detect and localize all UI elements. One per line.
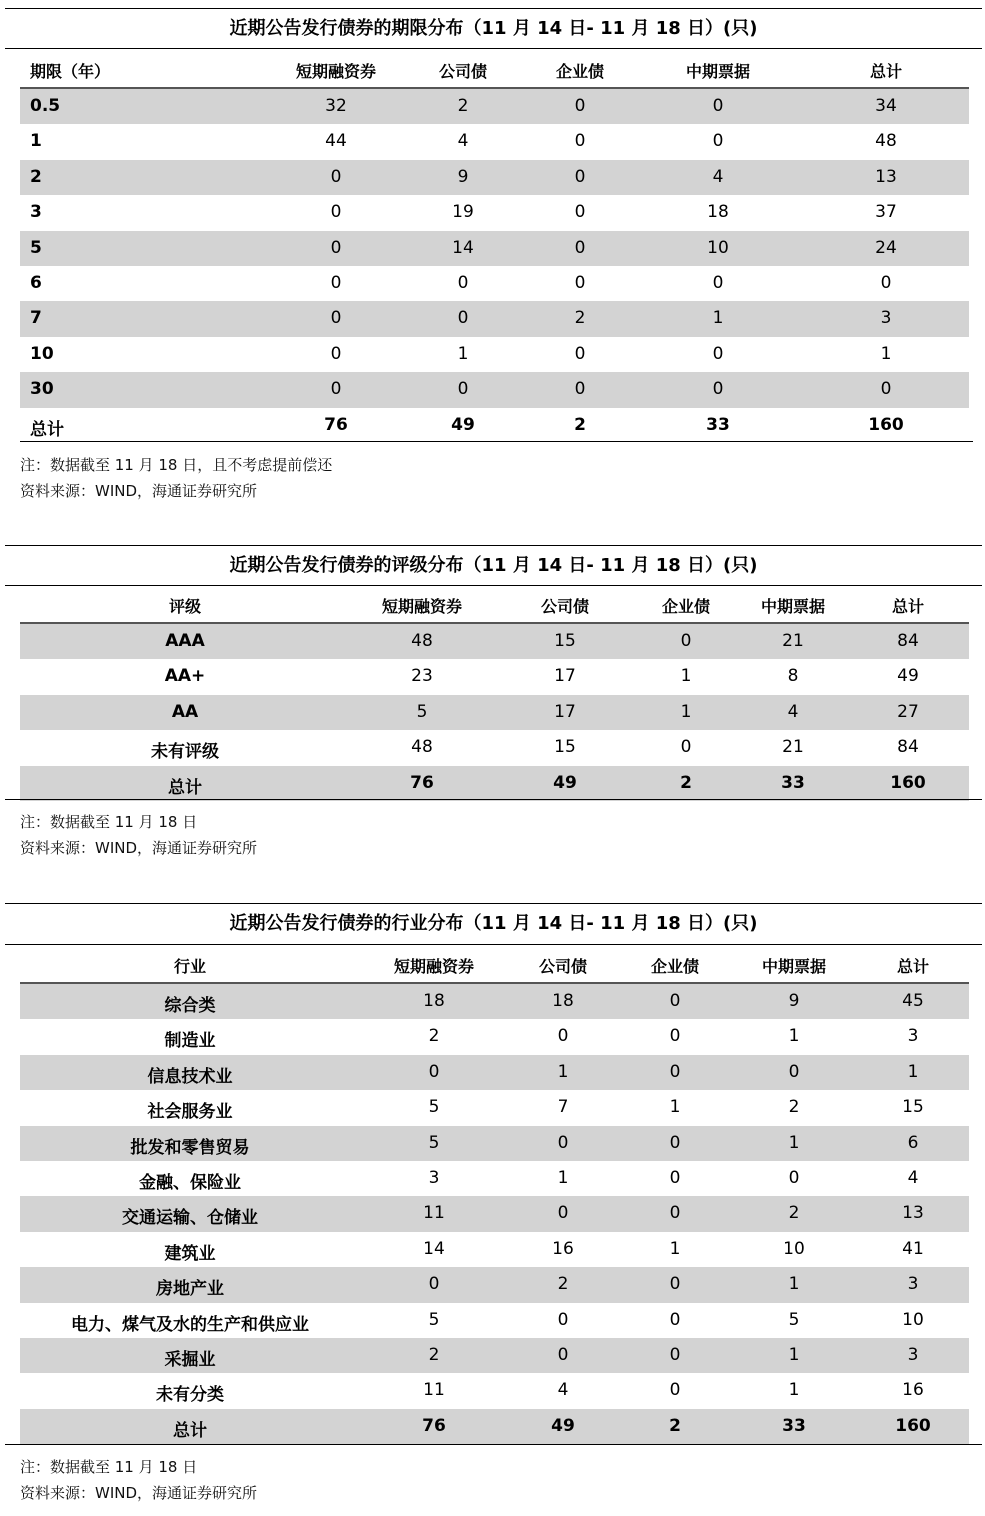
cell-value: 3 [907,1026,919,1047]
table-row [20,301,969,336]
table1-header-col3: 企业债 [555,62,605,81]
table-row [20,1019,969,1054]
cell-value: 18 [707,202,729,223]
cell-value: 0 [428,1061,440,1082]
cell-value: 49 [553,772,577,793]
table2-header-col2: 公司债 [540,597,590,616]
row-label: 总计 [168,777,202,798]
table2-title-rule [5,585,982,586]
cell-value: 1 [788,1380,800,1401]
table1-header-col1: 短期融资券 [295,62,377,81]
cell-value: 15 [902,1097,924,1118]
table2-header [20,594,969,618]
table1-header-col5: 总计 [869,62,903,81]
row-label: 2 [30,166,42,187]
cell-value: 5 [428,1132,440,1153]
table1-header-col4: 中期票据 [685,62,751,81]
cell-value: 2 [557,1274,569,1295]
table1-header-col2: 公司债 [438,62,488,81]
table3-header-col3: 企业债 [650,957,700,976]
cell-value: 48 [411,631,433,651]
cell-value: 1 [669,1097,681,1118]
cell-value: 7 [557,1097,569,1118]
cell-value: 33 [781,772,805,793]
cell-value: 1 [788,1274,800,1295]
cell-value: 1 [788,1345,800,1365]
cell-value: 4 [457,131,469,152]
row-label: 10 [30,343,54,364]
cell-value: 3 [907,1274,919,1295]
table1-note: 注：数据截至 11 月 18 日，且不考虑提前偿还 [20,456,333,474]
cell-value: 0 [712,273,724,293]
row-label: 0.5 [30,96,61,116]
cell-value: 5 [788,1309,800,1330]
cell-value: 0 [330,166,342,187]
cell-value: 11 [423,1380,445,1401]
cell-value: 2 [457,96,469,116]
cell-value: 49 [897,666,919,687]
cell-value: 0 [712,343,724,364]
cell-value: 0 [880,273,892,293]
row-label: 总计 [30,419,64,440]
cell-value: 10 [902,1309,924,1330]
row-label: AA+ [164,666,206,687]
cell-value: 21 [782,631,804,651]
cell-value: 2 [788,1097,800,1118]
cell-value: 0 [712,379,724,400]
cell-value: 0 [788,1061,800,1082]
cell-value: 2 [574,414,586,435]
table1-header-category: 期限（年） [30,62,111,81]
row-label: 总计 [173,1420,207,1441]
cell-value: 44 [325,131,347,152]
cell-value: 4 [712,166,724,187]
cell-value: 0 [457,379,469,400]
cell-value: 0 [428,1274,440,1295]
cell-value: 160 [895,1415,931,1436]
table-row [20,231,969,266]
table1-title: 近期公告发行债券的期限分布（11 月 14 日- 11 月 18 日）(只) [229,18,758,39]
cell-value: 9 [457,166,469,187]
row-label: 制造业 [164,1031,216,1052]
table-row [20,89,969,124]
cell-value: 0 [680,631,692,651]
cell-value: 0 [574,379,586,400]
cell-value: 76 [410,772,434,793]
cell-value: 0 [669,1026,681,1047]
table-row [20,1196,969,1231]
cell-value: 16 [902,1380,924,1401]
table-row [20,695,969,730]
cell-value: 18 [423,991,445,1011]
cell-value: 0 [574,131,586,152]
cell-value: 18 [552,991,574,1011]
row-label: AA [171,701,199,722]
table-row [20,1126,969,1161]
cell-value: 3 [428,1168,440,1188]
cell-value: 21 [782,737,804,758]
row-label: 建筑业 [164,1243,216,1264]
cell-value: 6 [907,1132,919,1153]
row-label: 综合类 [164,996,216,1016]
cell-value: 2 [428,1345,440,1365]
table-total-row [20,766,969,801]
table-row [20,1303,969,1338]
cell-value: 0 [557,1203,569,1224]
cell-value: 0 [557,1132,569,1153]
table-total-row [20,1409,969,1444]
cell-value: 0 [330,273,342,293]
cell-value: 0 [330,202,342,223]
row-label: 5 [30,237,42,258]
table1-top-rule [5,8,982,9]
cell-value: 0 [574,166,586,187]
table1-bottom-rule [20,441,973,442]
table-row [20,160,969,195]
cell-value: 49 [551,1415,575,1436]
table3-source: 资料来源：WIND，海通证券研究所 [20,1484,258,1502]
table-row [20,1161,969,1196]
row-label: 7 [30,308,42,329]
cell-value: 19 [452,202,474,223]
cell-value: 2 [669,1415,681,1436]
table2-header-col3: 企业债 [661,597,711,616]
cell-value: 1 [788,1132,800,1153]
cell-value: 0 [574,202,586,223]
table-row [20,730,969,765]
row-label: 3 [30,202,42,223]
table-row [20,1373,969,1408]
cell-value: 76 [324,414,348,435]
cell-value: 17 [554,701,576,722]
cell-value: 27 [897,701,919,722]
cell-value: 45 [902,991,924,1011]
row-label: 批发和零售贸易 [130,1137,250,1158]
table2-header-category: 评级 [168,597,202,616]
cell-value: 5 [428,1097,440,1118]
table2-header-col5: 总计 [891,597,925,616]
cell-value: 4 [787,701,799,722]
cell-value: 0 [457,308,469,329]
cell-value: 1 [457,343,469,364]
cell-value: 0 [457,273,469,293]
cell-value: 0 [574,237,586,258]
cell-value: 0 [669,1274,681,1295]
cell-value: 32 [325,96,347,116]
cell-value: 15 [554,631,576,651]
cell-value: 1 [788,1026,800,1047]
cell-value: 33 [706,414,730,435]
table2-title: 近期公告发行债券的评级分布（11 月 14 日- 11 月 18 日）(只) [229,555,758,576]
cell-value: 0 [557,1309,569,1330]
table-row [20,1055,969,1090]
cell-value: 14 [452,237,474,258]
table1-header [20,59,969,83]
table-row [20,1090,969,1125]
cell-value: 0 [330,237,342,258]
table-row [20,984,969,1019]
cell-value: 1 [712,308,724,329]
cell-value: 84 [897,631,919,651]
table3-header [20,954,969,978]
table3-header-col2: 公司债 [538,957,588,976]
cell-value: 1 [680,666,692,687]
cell-value: 0 [330,379,342,400]
cell-value: 3 [880,308,892,329]
row-label: 6 [30,273,42,293]
table3-title-rule [5,944,982,945]
cell-value: 2 [574,308,586,329]
cell-value: 10 [783,1238,805,1259]
table-total-row [20,408,969,443]
cell-value: 15 [554,737,576,758]
table-row [20,195,969,230]
cell-value: 0 [557,1026,569,1047]
cell-value: 1 [680,701,692,722]
cell-value: 37 [875,202,897,223]
cell-value: 1 [880,343,892,364]
table2-header-col4: 中期票据 [760,597,826,616]
table-row [20,1267,969,1302]
row-label: 电力、煤气及水的生产和供应业 [71,1314,309,1335]
cell-value: 0 [557,1345,569,1365]
cell-value: 0 [574,273,586,293]
cell-value: 49 [451,414,475,435]
row-label: 未有评级 [151,742,219,763]
row-label: 未有分类 [156,1385,224,1406]
cell-value: 5 [416,701,428,722]
cell-value: 0 [788,1168,800,1188]
cell-value: 0 [669,1061,681,1082]
cell-value: 84 [897,737,919,758]
cell-value: 16 [552,1238,574,1259]
cell-value: 1 [557,1061,569,1082]
cell-value: 13 [902,1203,924,1224]
table2-top-rule [5,545,982,546]
row-label: 交通运输、仓储业 [122,1208,258,1229]
cell-value: 0 [669,1309,681,1330]
table-row [20,1338,969,1373]
table-row [20,266,969,301]
table2-source: 资料来源：WIND，海通证券研究所 [20,839,258,857]
cell-value: 10 [707,237,729,258]
cell-value: 2 [680,772,692,793]
cell-value: 2 [428,1026,440,1047]
cell-value: 0 [680,737,692,758]
table-row [20,124,969,159]
cell-value: 33 [782,1415,806,1436]
cell-value: 48 [875,131,897,152]
cell-value: 2 [788,1203,800,1224]
table3-header-col4: 中期票据 [761,957,827,976]
table-row [20,372,969,407]
cell-value: 8 [787,666,799,687]
table3-header-col5: 总计 [896,957,930,976]
cell-value: 0 [330,308,342,329]
cell-value: 1 [557,1168,569,1188]
row-label: 1 [30,131,42,152]
table3-header-category: 行业 [173,957,207,976]
cell-value: 0 [669,1380,681,1401]
table1-title-rule [5,48,982,49]
cell-value: 3 [907,1345,919,1365]
table-row [20,624,969,659]
row-label: 社会服务业 [147,1102,233,1123]
row-label: 信息技术业 [147,1066,233,1087]
row-label: 30 [30,379,54,400]
row-label: AAA [165,631,205,651]
cell-value: 11 [423,1203,445,1224]
cell-value: 0 [669,1345,681,1365]
cell-value: 0 [330,343,342,364]
cell-value: 9 [788,991,800,1011]
table3-header-col1: 短期融资券 [393,957,475,976]
table2-header-col1: 短期融资券 [381,597,463,616]
row-label: 采掘业 [164,1350,216,1370]
table2-note: 注：数据截至 11 月 18 日 [20,813,198,831]
cell-value: 0 [880,379,892,400]
cell-value: 24 [875,237,897,258]
cell-value: 0 [574,96,586,116]
table3-title: 近期公告发行债券的行业分布（11 月 14 日- 11 月 18 日）(只) [229,913,758,934]
row-label: 金融、保险业 [139,1173,241,1193]
table-row [20,659,969,694]
cell-value: 1 [907,1061,919,1082]
table3-top-rule [5,903,982,904]
cell-value: 4 [907,1168,919,1188]
table-row [20,1232,969,1267]
row-label: 房地产业 [156,1279,224,1300]
cell-value: 13 [875,166,897,187]
cell-value: 34 [875,96,897,116]
cell-value: 48 [411,737,433,758]
table1-source: 资料来源：WIND，海通证券研究所 [20,482,258,500]
cell-value: 5 [428,1309,440,1330]
cell-value: 23 [411,666,433,687]
table3-bottom-rule [5,1444,982,1445]
cell-value: 160 [890,772,926,793]
cell-value: 14 [423,1238,445,1259]
cell-value: 41 [902,1238,924,1259]
cell-value: 76 [422,1415,446,1436]
cell-value: 160 [868,414,904,435]
cell-value: 0 [669,1132,681,1153]
cell-value: 0 [712,96,724,116]
cell-value: 0 [669,1168,681,1188]
cell-value: 0 [669,1203,681,1224]
cell-value: 1 [669,1238,681,1259]
table3-note: 注：数据截至 11 月 18 日 [20,1458,198,1476]
cell-value: 17 [554,666,576,687]
table2-bottom-rule [5,799,982,800]
cell-value: 4 [557,1380,569,1401]
cell-value: 0 [574,343,586,364]
table-row [20,337,969,372]
cell-value: 0 [669,991,681,1011]
cell-value: 0 [712,131,724,152]
